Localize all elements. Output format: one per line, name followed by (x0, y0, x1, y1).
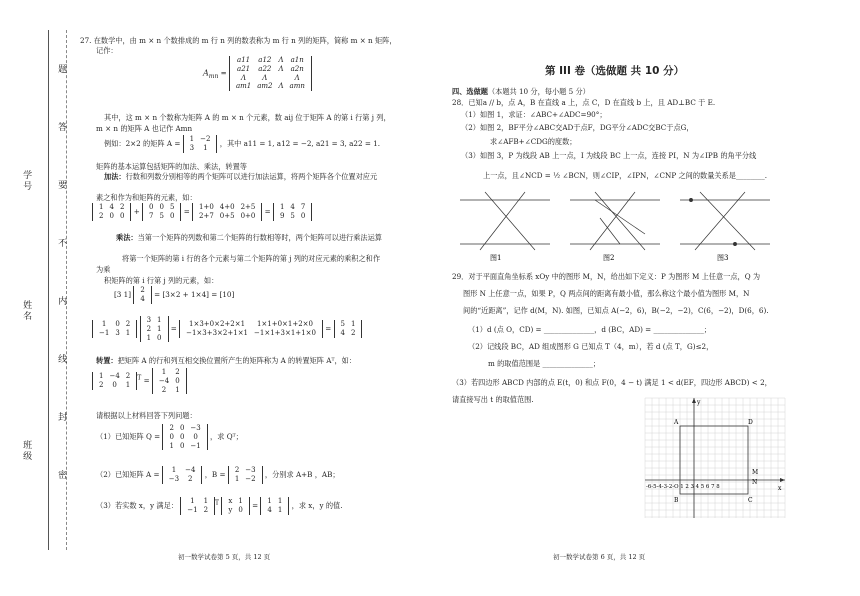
svg-text:A: A (674, 419, 679, 426)
add-text: 加法：行数和列数分别相等的两个矩阵可以进行加法运算，将两个矩阵各个位置对应元 (104, 172, 378, 181)
am4-matrix: 1 4 7 9 5 0 (279, 203, 306, 220)
seal-char: 不 (56, 238, 67, 249)
mc-matrix: 1×3+0×2+2×1 1×1+0×1+2×0 −1×3+3×2+1×1 −1×1+3×1+1×0 (186, 320, 316, 338)
mul-text-3: 为乘 (96, 265, 111, 274)
mul-example-1: [3 1] 2 4 = [3×2 + 1×4] = [10] (114, 286, 235, 303)
q29-coordinate-plane (640, 396, 790, 522)
q29-1: （1）d (点 O，CD) = ______________，d (BC，AD) = ______________； (468, 325, 711, 334)
ta-matrix: 1 −4 2 2 0 1 (99, 372, 131, 390)
q28-2b: 求∠AFB+∠CDG的度数； (490, 137, 577, 146)
tr-example: 1 −4 2 2 0 1 $^T$ = 1 2 −4 0 2 1 (92, 368, 187, 394)
fig-label-2: 图2 (603, 254, 615, 262)
seal-char: 密 (56, 470, 67, 481)
s2a-matrix: 1 −4 −3 2 (168, 466, 196, 483)
tb-matrix: 1 2 −4 0 2 1 (158, 368, 180, 394)
example-line: 例如：2×2 的矩阵 A = 1 −2 3 1 ，其中 a11 = 1, a12 = −2, a21 = 3, a22 = 1. (104, 135, 381, 152)
q28-figures (455, 190, 785, 262)
am2-matrix: 0 0 5 7 5 0 (149, 203, 175, 220)
q29-2b: m 的取值范围是 ______________； (488, 359, 601, 368)
svg-text:N: N (752, 479, 758, 486)
right-footer: 初一数学试卷第 6 页，共 12 页 (553, 553, 646, 561)
axis-x-label: x (778, 485, 782, 492)
mb-matrix: 3 1 2 1 1 0 (146, 316, 162, 342)
amn-matrix: a11 a12 Λ a1n a21 a22 Λ a2n Λ Λ Λ am1 am2 Λ amn (235, 56, 305, 91)
mul-text-2: 将第一个矩阵的第 i 行的各个元素与第二个矩阵的第 j 列的对应元素的乘积之和作 (122, 254, 381, 263)
svg-text:B: B (674, 497, 679, 504)
sub-question-3: （3）若实数 x，y 满足： 1 1 −1 2 $^T$ x 1 y 0 = 1 1 4 1 ，求 x，y 的值. (96, 497, 343, 514)
fig-label-1: 图1 (490, 254, 502, 262)
svg-text:C: C (748, 497, 753, 504)
svg-text:D: D (748, 419, 753, 426)
figure-1 (460, 192, 550, 250)
svg-text:M: M (752, 469, 759, 476)
seal-char: 题 (56, 64, 67, 75)
label-class: 班级 (21, 440, 32, 462)
ops-text: 矩阵的基本运算包括矩阵的加法、乘法，转置等 (96, 162, 247, 171)
sub-question-2: （2）已知矩阵 A = 1 −4 −3 2 ，B = 2 −3 1 −2 ，分别求 A+B ，AB； (96, 466, 340, 483)
s3a-matrix: 1 1 −1 2 (187, 497, 209, 514)
seal-char: 内 (56, 296, 67, 307)
right-title: 第 III 卷（选做题 共 10 分） (545, 65, 685, 77)
seal-char: 要 (56, 180, 67, 191)
add-text-2: 素之和作为和矩阵的元素，如： (96, 193, 197, 202)
figure-3 (680, 192, 770, 250)
add-example: 1 4 2 2 0 0 + 0 0 5 7 5 0 = 1+0 4+0 2+5 2+7 0+5 0+0 = 1 4 7 9 5 0 (92, 203, 312, 221)
q28-1: （1）如图 1，求证：∠ABC+∠ADC=90°； (461, 110, 607, 119)
q27-intro: 27. 在数学中，由 m × n 个数排成的 m 行 n 列的数表称为 m 行 n 列的矩阵，简称 m × n 矩阵， (80, 36, 397, 45)
seal-char: 封 (56, 412, 67, 423)
tr-text: 转置：把矩阵 A 的行和列互相交换位置所产生的矩阵称为 A 的转置矩阵 Aᵀ，如： (96, 356, 357, 365)
answer-intro: 请根据以上材料回答下列问题： (96, 411, 197, 420)
am1-matrix: 1 4 2 2 0 0 (99, 203, 125, 220)
q29-2: （2）记线段 BC，AD 组成图形 G 已知点 T（4，m），若 d (点 T，G)≤2， (468, 342, 714, 351)
q29-3b: 请直接写出 t 的取值范围. (452, 395, 534, 404)
m1c-matrix: 2 4 (140, 286, 145, 303)
q29b: 图形 N 上任意一点，如果 P，Q 两点间的距离有最小值，那么称这个最小值为图形 M，N (463, 289, 750, 298)
q29-3: （3）若四边形 ABCD 内部的点 E(t，0) 和点 F(0，4 − t) 满足 1 < d(EF，四边形 ABCD) < 2， (452, 378, 772, 387)
ex-matrix: 1 −2 3 1 (189, 135, 211, 152)
q28-3b: 上一点，且∠NCD = ½ ∠BCN，则∠CIP，∠IPN，∠CNP 之间的数量关系是________. (483, 171, 767, 180)
seal-char: 线 (56, 354, 67, 365)
q27-note: 记作： (96, 46, 118, 55)
binding-solid-line (48, 30, 49, 550)
x-tick-labels: -6-5-4-3-2-O 1 2 3 4 5 6 7 8 (646, 484, 720, 490)
axis-y-label: y (697, 399, 701, 406)
fig-label-3: 图3 (717, 254, 729, 262)
amn-matrix: $A_{mn}$ = a11 a12 Λ a1n a21 a22 Λ a2n Λ Λ Λ am1 am2 Λ amn (203, 56, 312, 91)
mul-text: 乘法：当第一个矩阵的列数和第二个矩阵的行数相等时，两个矩阵可以进行乘法运算 (116, 233, 382, 242)
s1-matrix: 2 0 −3 0 0 0 1 0 −1 (169, 424, 201, 450)
mul-text-4: 积矩阵的第 i 行第 j 列的元素，如： (104, 276, 219, 285)
figure-2 (570, 192, 660, 250)
q28-2: （2）如图 2，BF平分∠ABC交AD于点F，DG平分∠ADC交BC于点G， (461, 123, 694, 132)
s3c-matrix: 1 1 4 1 (267, 497, 283, 514)
section-header: 四、选做题（本题共 10 分，每小题 5 分） (452, 87, 590, 96)
label-name: 姓名 (21, 300, 32, 322)
seal-char: 答 (56, 122, 67, 133)
para-2: m × n 的矩阵 A 也记作 Amn (96, 124, 193, 133)
s2b-matrix: 2 −3 1 −2 (234, 466, 256, 483)
ma-matrix: 1 0 2 −1 3 1 (99, 320, 131, 338)
am3-matrix: 1+0 4+0 2+5 2+7 0+5 0+0 (199, 203, 256, 220)
label-id: 学号 (21, 170, 32, 192)
md-matrix: 5 1 4 2 (340, 320, 356, 338)
q29c: 间的“近距离”，记作 d(M，N). 如图，已知点 A(−2，6)，B(−2，−2)，C(6，−2)，D(6，6). (463, 306, 769, 315)
q28: 28．已知a // b，点 A，B 在直线 a 上，点 C，D 在直线 b 上，且 AD⊥BC 于 E. (452, 98, 716, 107)
para-1: 其中，这 m × n 个数称为矩阵 A 的 m × n 个元素，数 aij 位于矩阵 A 的第 i 行第 j 列， (104, 113, 391, 122)
q29: 29．对于平面直角坐标系 xOy 中的图形 M，N，给出如下定义：P 为图形 M 上任意一点，Q 为 (452, 272, 761, 281)
mul-example-2: 1 0 2 −1 3 1 3 1 2 1 1 0 = 1×3+0×2+2×1 1×1+0×1+2×0 −1×3+3×2+1×1 −1×1+3×1+1×0 = 5 1 4 2 (92, 316, 362, 342)
left-footer: 初一数学试卷第 5 页，共 12 页 (178, 553, 271, 561)
sub-question-1: （1）已知矩阵 Q = 2 0 −3 0 0 0 1 0 −1 ，求 Qᵀ； (96, 424, 243, 450)
q28-3: （3）如图 3，P 为线段 AB 上一点，I 为线段 BC 上一点，连接 PI，N 为∠IPB 的角平分线 (461, 151, 757, 160)
s3b-matrix: x 1 y 0 (228, 497, 243, 514)
